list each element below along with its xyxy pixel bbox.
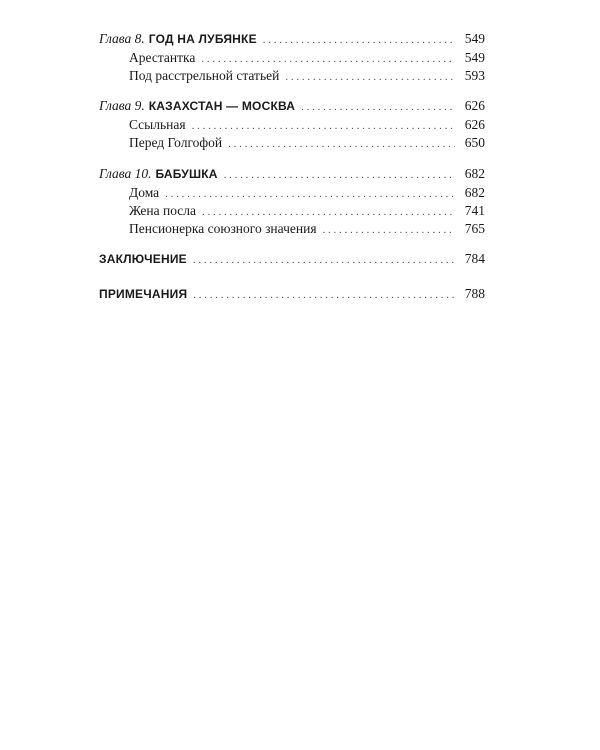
dot-leader <box>193 286 455 304</box>
chapter-title: КАЗАХСТАН — МОСКВА <box>148 99 296 113</box>
dot-leader <box>192 117 455 135</box>
page-number: 626 <box>464 98 485 113</box>
section-title: Дома <box>129 185 160 200</box>
toc-entry-section[interactable] <box>129 220 485 238</box>
dot-leader <box>165 185 455 203</box>
dot-leader <box>228 135 455 153</box>
page-number: 784 <box>464 251 485 266</box>
toc-entry-section[interactable] <box>129 67 485 85</box>
dot-leader <box>323 221 455 239</box>
toc-entry-section[interactable] <box>129 184 485 202</box>
page-number: 741 <box>464 203 485 218</box>
dot-leader <box>201 50 455 68</box>
toc-entry-section[interactable] <box>129 116 485 134</box>
page-number: 626 <box>464 117 485 132</box>
toc-entry-chapter-9[interactable] <box>99 97 485 115</box>
page-number: 650 <box>464 135 485 150</box>
chapter-label: Глава 8. <box>99 31 145 46</box>
chapter-title: БАБУШКА <box>155 167 218 181</box>
toc-entry-section[interactable] <box>129 202 485 220</box>
toc-entry-section[interactable] <box>129 134 485 152</box>
dot-leader <box>224 166 455 184</box>
toc-entry-chapter-8[interactable] <box>99 30 485 48</box>
toc-entry-conclusion[interactable] <box>99 250 485 268</box>
entry-title: ПРИМЕЧАНИЯ <box>99 287 188 301</box>
entry-title: ЗАКЛЮЧЕНИЕ <box>99 252 187 266</box>
page-number: 549 <box>464 50 485 65</box>
toc-entry-chapter-10[interactable] <box>99 165 485 183</box>
dot-leader <box>263 31 455 49</box>
section-title: Пенсионерка союзного значения <box>129 221 317 236</box>
chapter-label: Глава 9. <box>99 98 145 113</box>
dot-leader <box>193 251 455 269</box>
page-number: 788 <box>464 286 485 301</box>
section-title: Арестантка <box>129 50 196 65</box>
section-title: Перед Голгофой <box>129 135 223 150</box>
page-number: 765 <box>464 221 485 236</box>
toc-entry-section[interactable] <box>129 49 485 67</box>
page-number: 549 <box>464 31 485 46</box>
dot-leader <box>301 98 455 116</box>
chapter-title: ГОД НА ЛУБЯНКЕ <box>148 32 257 46</box>
page-number: 593 <box>464 68 485 83</box>
dot-leader <box>285 68 455 86</box>
toc-entry-notes[interactable] <box>99 285 485 303</box>
section-title: Ссыльная <box>129 117 186 132</box>
dot-leader <box>202 203 455 221</box>
chapter-label: Глава 10. <box>99 166 152 181</box>
page-number: 682 <box>464 166 485 181</box>
section-title: Жена посла <box>129 203 197 218</box>
section-title: Под расстрельной статьей <box>129 68 280 83</box>
page-number: 682 <box>464 185 485 200</box>
